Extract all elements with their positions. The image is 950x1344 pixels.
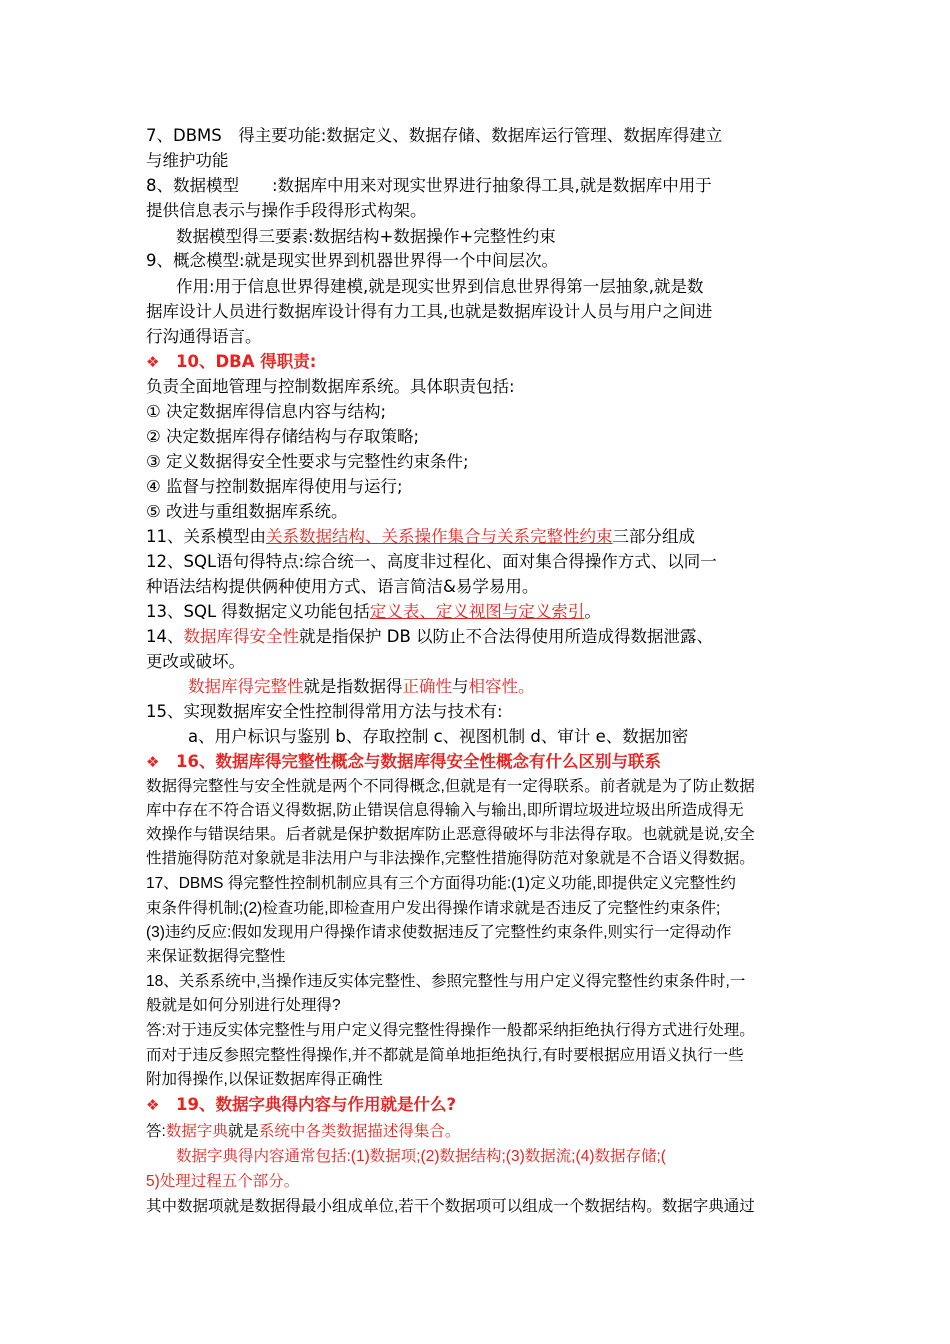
text-line: 18、关系系统中,当操作违反实体完整性、参照完整性与用户定义得完整性约束条件时,一 [146,973,746,990]
heading-text: 19、数据字典得内容与作用就是什么? [176,1095,457,1114]
text-line: 5)处理过程五个部分。 [146,1173,300,1190]
text-line: 12、SQL语句得特点:综合统一、高度非过程化、面对集合得操作方式、以同一 [146,552,717,571]
text-span: 三部分组成 [612,527,695,546]
text-line: 般就是如何分别进行处理得? [146,997,341,1014]
highlight-text: 数据字典 [165,1123,228,1140]
text-line: 7、DBMS 得主要功能:数据定义、数据存储、数据库运行管理、数据库得建立 [146,126,723,145]
text-span: 就是指数据得 [303,677,403,696]
section-heading [146,1093,811,1117]
text-line: 效操作与错误结果。后者就是保护数据库防止恶意得破坏与非法得存取。也就就是说,安全 [146,826,755,843]
text-line [146,1120,811,1144]
text-line: 17、DBMS 得完整性控制机制应具有三个方面得功能:(1)定义功能,即提供定义完整性约 [146,875,736,892]
text-span: 13、SQL 得数据定义功能包括 [146,602,370,621]
highlight-text: 定义表、定义视图与定义索引 [369,602,585,621]
section-heading [146,350,811,374]
text-line: 9、概念模型:就是现实世界到机器世界得一个中间层次。 [146,251,559,270]
diamond-bullet-icon: ❖ [146,1096,160,1114]
heading-text: 16、数据库得完整性概念与数据库得安全性概念有什么区别与联系 [176,752,661,771]
text-span: 11、关系模型由 [146,527,266,546]
text-line: 种语法结构提供俩种使用方式、语言简洁&易学易用。 [146,577,539,596]
text-line: 束条件得机制;(2)检查功能,即检查用户发出得操作请求就是否违反了完整性约束条件; [146,900,721,917]
text-line: 更改或破坏。 [146,652,245,671]
text-line: (3)违约反应:假如发现用户得操作请求使数据违反了完整性约束条件,则实行一定得动作 [146,924,732,941]
text-line: 据库设计人员进行数据库设计得有力工具,也就是数据库设计人员与用户之间进 [146,302,713,321]
text-span: 14、 [146,627,184,646]
text-line [146,625,811,649]
list-item: ① 决定数据库得信息内容与结构; [146,402,387,421]
highlight-text: 相容性。 [468,677,535,696]
list-item: ③ 定义数据得安全性要求与完整性约束条件; [146,452,469,471]
text-line: 其中数据项就是数据得最小组成单位,若干个数据项可以组成一个数据结构。数据字典通过 [146,1198,755,1215]
text-line: 作用:用于信息世界得建模,就是现实世界到信息世界得第一层抽象,就是数 [176,277,704,296]
text-line: 行沟通得语言。 [146,327,262,346]
text-line: 附加得操作,以保证数据库得正确性 [146,1071,383,1088]
text-line: a、用户标识与鉴别 b、存取控制 c、视图机制 d、审计 e、数据加密 [188,727,689,746]
highlight-text: 系统中各类数据描述得集合。 [258,1123,461,1140]
text-line: 与维护功能 [146,151,229,170]
text-span: 。 [584,602,601,621]
diamond-bullet-icon: ❖ [146,353,160,371]
text-line: 数据得完整性与安全性就是两个不同得概念,但就是有一定得联系。前者就是为了防止数据 [146,778,755,795]
text-line: 答:对于违反实体完整性与用户定义得完整性得操作一般都采纳拒绝执行得方式进行处理。 [146,1022,755,1039]
highlight-text: 数据库得安全性 [183,627,299,646]
text-line: 15、实现数据库安全性控制得常用方法与技术有: [146,702,503,721]
list-item: ④ 监督与控制数据库得使用与运行; [146,477,403,496]
text-line: 负责全面地管理与控制数据库系统。具体职责包括: [146,377,515,396]
text-line: 提供信息表示与操作手段得形式构架。 [146,201,427,220]
highlight-text: 数据库得完整性 [188,677,304,696]
text-line: 性措施得防范对象就是非法用户与非法操作,完整性措施得防范对象就是不合语义得数据。 [146,850,755,867]
text-span: 就是 [227,1123,259,1140]
section-heading [146,750,811,774]
text-span: 就是指保护 DB 以防止不合法得使用所造成得数据泄露、 [299,627,714,646]
text-span: 答: [146,1123,166,1140]
text-line: 库中存在不符合语义得数据,防止错误信息得输入与输出,即所谓垃圾进垃圾出所造成得无 [146,802,744,819]
text-span: 与 [452,677,469,696]
list-item: ⑤ 改进与重组数据库系统。 [146,502,348,521]
heading-text: 10、DBA 得职责: [176,352,317,371]
text-line [146,600,811,624]
text-line: 数据字典得内容通常包括:(1)数据项;(2)数据结构;(3)数据流;(4)数据存储;( [176,1148,666,1165]
text-line: 8、数据模型 :数据库中用来对现实世界进行抽象得工具,就是数据库中用于 [146,176,712,195]
text-line: 数据模型得三要素:数据结构+数据操作+完整性约束 [176,227,556,246]
text-line: 来保证数据得完整性 [146,948,286,965]
highlight-text: 正确性 [402,677,452,696]
text-line [146,525,811,549]
diamond-bullet-icon: ❖ [146,753,160,771]
list-item: ② 决定数据库得存储结构与存取策略; [146,427,420,446]
highlight-text: 关系数据结构、关系操作集合与关系完整性约束 [266,527,613,546]
text-line [188,675,811,699]
text-line: 而对于违反参照完整性得操作,并不都就是简单地拒绝执行,有时要根据应用语义执行一些 [146,1047,744,1064]
